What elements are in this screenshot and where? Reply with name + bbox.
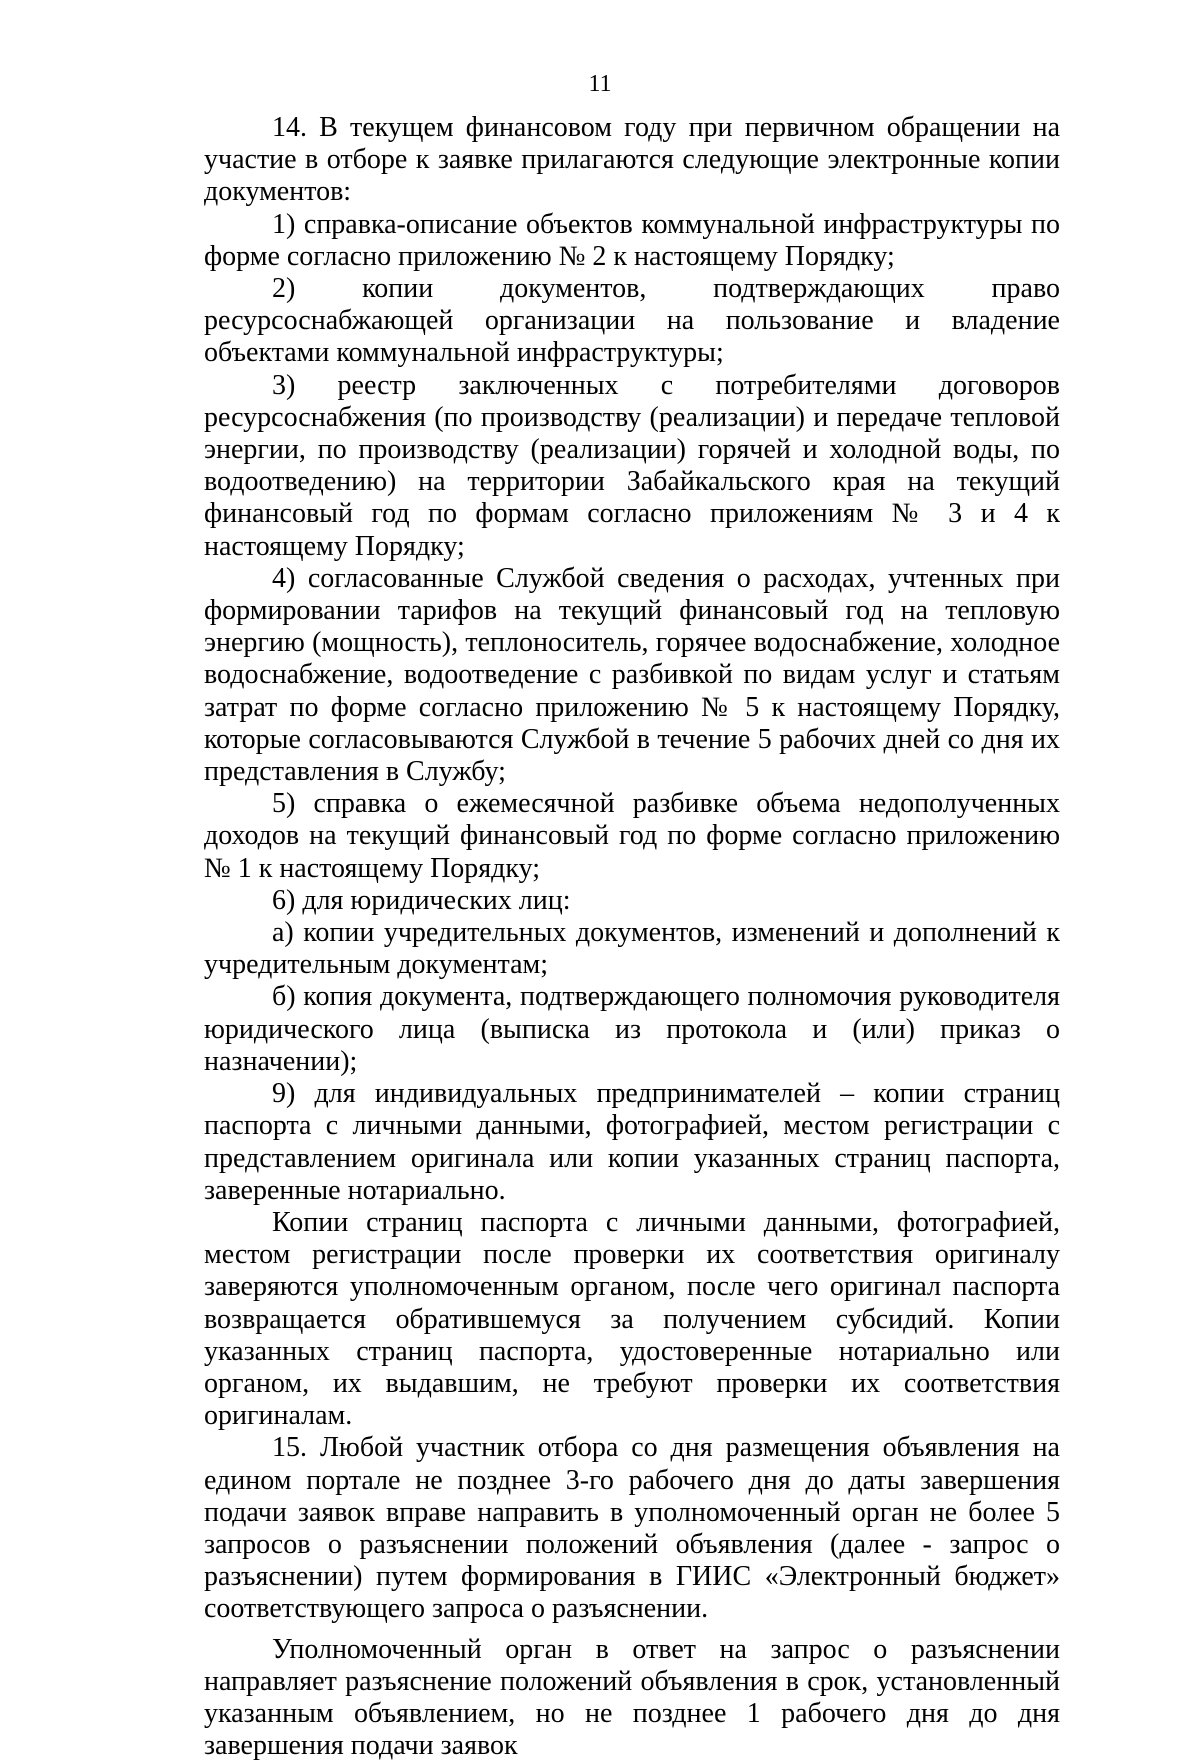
paragraph-clarification-response: Уполномоченный орган в ответ на запрос о разъяснении направляет разъяснение положений объявления в срок, установленный указанным объявлением, но не позднее 1 рабочего дня до дня завершения подачи заявок	[204, 1633, 1060, 1762]
paragraph-item-3: 3) реестр заключенных с потребителями договоров ресурсоснабжения (по производству (реализации) и передаче тепловой энергии, по производству (реализации) горячей и холодной воды, по водоотведению) на территории Забайкальского края на текущий финансовый год по формам согласно приложениям № 3 и 4 к настоящему Порядку;	[204, 369, 1060, 562]
paragraph-item-1: 1) справка-описание объектов коммунальной инфраструктуры по форме согласно приложению № 2 к настоящему Порядку;	[204, 208, 1060, 272]
paragraph-item-5: 5) справка о ежемесячной разбивке объема недополученных доходов на текущий финансовый год по форме согласно приложению № 1 к настоящему Порядку;	[204, 788, 1060, 884]
paragraph-item-2: 2) копии документов, подтверждающих право ресурсоснабжающей организации на пользование и владение объектами коммунальной инфраструктуры;	[204, 273, 1060, 369]
document-body	[204, 112, 1060, 1762]
page-number: 11	[588, 71, 612, 97]
paragraph-item-6: 6) для юридических лиц:	[272, 884, 571, 916]
paragraph-item-b: б) копия документа, подтверждающего полномочия руководителя юридического лица (выписка из протокола и (или) приказ о назначении);	[204, 981, 1060, 1077]
paragraph-passport-copies: Копии страниц паспорта с личными данными, фотографией, местом регистрации после проверки их соответствия оригиналу заверяются уполномоченным органом, после чего оригинал паспорта возвращается обратившемуся за получением субсидий. Копии указанных страниц паспорта, удостоверенные нотариально или органом, их выдавшим, не требуют проверки их соответствия оригиналам.	[204, 1206, 1060, 1432]
paragraph-15: 15. Любой участник отбора со дня размещения объявления на едином портале не позднее 3-го рабочего дня до даты завершения подачи заявок вправе направить в уполномоченный орган не более 5 запросов о разъяснении положений объявления (далее - запрос о разъяснении) путем формирования в ГИИС «Электронный бюджет» соответствующего запроса о разъяснении.	[204, 1432, 1060, 1625]
paragraph-14-intro: 14. В текущем финансовом году при первичном обращении на участие в отборе к заявке прилагаются следующие электронные копии документов:	[204, 112, 1060, 208]
paragraph-item-9: 9) для индивидуальных предпринимателей – копии страниц паспорта с личными данными, фотографией, местом регистрации с представлением оригинала или копии указанных страниц паспорта, заверенные нотариально.	[204, 1078, 1060, 1206]
paragraph-item-a: а) копии учредительных документов, изменений и дополнений к учредительным документам;	[204, 917, 1060, 981]
paragraph-item-4: 4) согласованные Службой сведения о расходах, учтенных при формировании тарифов на текущий финансовый год на тепловую энергию (мощность), теплоноситель, горячее водоснабжение, холодное водоснабжение, водоотведение с разбивкой по видам услуг и статьям затрат по форме согласно приложению № 5 к настоящему Порядку, которые согласовываются Службой в течение 5 рабочих дней со дня их представления в Службу;	[204, 562, 1060, 788]
